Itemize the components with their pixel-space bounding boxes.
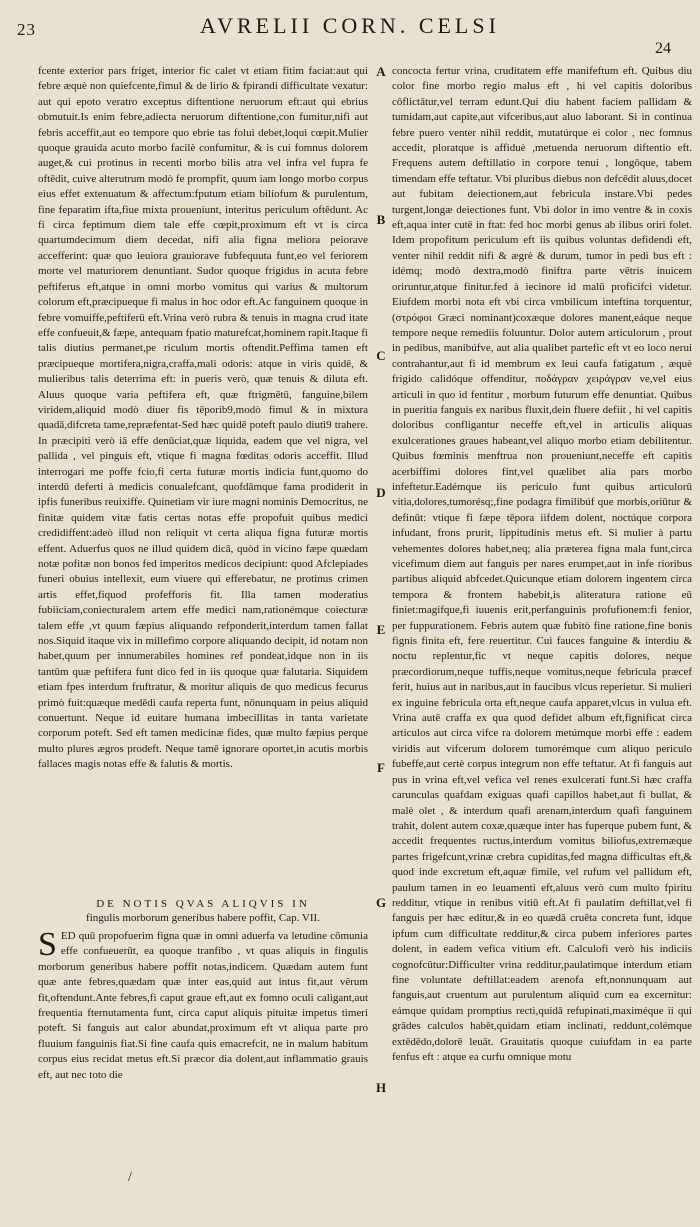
- page-number-left: 23: [17, 20, 36, 39]
- right-column: [392, 64, 692, 1214]
- margin-marker-f: F: [377, 760, 385, 775]
- drop-cap: S: [38, 929, 57, 963]
- chapter-text-body: ED quū propofuerim figna quæ in omni aduerfa va letudine cōmunia effe confueuerūt, ea quoque tranfibo , vt quas aliquis in fingulis morborum generibus habere poffit notas,indicem. Quædam autem funt quæ ante febres,quædam quæ inter eas,quid aut intus fit,aut vērum fit,oftendunt.Ante febres,fi caput graue eft,aut ex fomno oculi caligant,aut frequentia fternutamenta funt, circa caput aliquis pituitæ impetus timeri poteft. Si fanguis aut calor abundat,proximum eft vt aliqua parte pro fluuium fanguinis fiat.Si fine caufa quis emacrefcit, ne in malum habitum corpus eius recidat metus eft.Si præcor dia dolent,aut inflammatio grauis eft, aut nec toto die: [38, 930, 368, 1081]
- page-header: [0, 0, 700, 62]
- margin-marker-c: C: [376, 348, 386, 363]
- margin-marker-g: G: [375, 895, 387, 910]
- margin-marker-e: E: [376, 622, 386, 637]
- footer-mark: /: [128, 1170, 132, 1185]
- chapter-heading-caps: DE NOTIS QVAS ALIQVIS IN: [96, 898, 310, 910]
- margin-marker-b: B: [376, 212, 386, 227]
- right-column-text: concocta fertur vrina, cruditatem effe manifeftum eft. Quibus diu color fine morbo regio malus eft , hi vel capitis doloribus cōflictātur,vel terram edunt.Qui diu habent faciem pallidam & tumidam,aut capite,aut vifceribus,aut aluo laborant. Si in continua febre puero venter nihil reddit, mutatúrque ei color , nec fomnus accedit, ploratque is affiduè ,metuenda neruorum diftentio eft. Frequens autem deftillatio in corpore tenui , longōque, tabem timendam effe teftatur. Vbi pluribus diebus non defcēdit aluus,docet aut fubitam deiectionem,aut febricula instare.Vbi pedes turgent,longæ deiectiones funt. Vbi dolor in imo ventre & in coxis eft,aqua inter cutē in ftat: fed hoc morbi genus ab ilibus oriri folet. Idem propofitum periculum eft iis quibus voluntas defidendi eft, venter nihil reddit nifi & ægrè & durum, tumor in pedi bus eft : idémq; modò dextra,modò finiftra parte vētris inuicem oriruntur,atque finitur.fed à iecinore id malū proficifci videtur. Eiufdem morbi nota eft vbi circa vmbilicum inteftina torquentur,(στρόφοι Græci nominant)coxæque dolores manent,eáque neque tempore neque remediis foluuntur. Dolor autem articulorum , prout in pedibus, manibúfve, aut alia qualibet partefic eft vt eo loco nerui contrahantur,aut fi id membrum ex leui caufa fatigatum , æquè frigido calidóque offenditur, ποδάγραν χειράγραν ve,vel eius articuli in quo id fentitur , morbum futurum effe denuntiat. Quibus in pueritia fanguis ex naribus fluxit,dein fluere defiit , hi vel capitis doloribus confligantur neceffe eft,vel in articulis aliquas exulcerationes graues habeant,vel aliquo morbo etiam debilitentur. Quibus fœminis menftrua non proueniunt,neceffe eft capitis acerbiffimi dolores fint,vel quælibet alia pars morbo infeftetur.Eadémque iis periculo funt quibus articulorū vitia,dolores,tumorésq;,fine podagra fimilibúf que morbis,oriūtur & definūt: vtique fi fæpe tēpora iifdem dolent, noctúque corpora infudant, frons prurit, lippitudinis metus eft. Si mulier à partu vehementes dolores habet,neq; alia præterea figna mala funt,circa vicefimum diem aut fanguis per nares erumpet,aut in infe rioribus partibus aliquid abfcedet.Quicunque etiam dolorem ingentem circa tempora & frontem habebit,is aliteratura ratione eū finiet:magifque,fi iuuenis erit,perfanguinis profufionem:fi fenior, per fuppurationem. Febris autem quæ fubitò fine ratione,fine bonis fignis finita eft, fere reuertitur. Cui fauces fanguine & interdiu & noctu replentur,fic vt neque capitis dolores, neque præcordiorum,neque tuffis,neque vomitus,neque febricula præcef ferit, huius aut in naribus,aut in faucibus vlcus reperietur. Si mulieri ex inguine febricula orta eft,neque caufa apparet,vlcus in vulua eft. Vrina autē craffa ex qua quod defidet album eft,fignificat circa articulos aut circa vifce ra dolorem metúmque morbi effe : eadem viridis aut vifcerum dolorem tumorémque cum aliquo periculo fubeffe,aut certè corpus integrum non effe teftatur. At fi fanguis aut pus in vrina eft,vel vefica vel renes exulcerati funt.Si hæc craffa carunculas quafdam exiguas quafi capillos habet,aut fi bullat, & malè olet , & interdum quafi arenam,interdum quafi fanguinem trahit, dolent autem coxæ,quæque inter has fuperque pubem funt, & accedit frequentes ructus,interdum vomitus biliofus,extremæque partes frigefcunt,vrinæ crebra cupiditas,fed magna difficultas eft,& quod inde excretum eft,aquæ fimile, vel rufum vel pallidum eft, paulum tamen in eo leuamenti eft,aluus verò cum multo fpiritu redditur, vtique in renibus vitiū eft.At fi paulatim deftillat,vel fi fanguis per hæc editur,& in eo quædā cruēta concreta funt, idque ipfum cum difficultate redditur,& circa pubem inferiores partes dolent, in eadem vefica vitium eft. Calculofi verò his indiciis cognofcūtur:Difficulter vrina redditur,paulatimque interdum etiam fine voluntate deftillat:eadem arenofa eft,nonnunquam aut fanguis,aut cruentum aut purulentum aliquid cum ea excernitur: eámque quidam promptius rectì,quidā refupinati,maximéque ii qui grādes calculos habēt,quidam etiam inclinati, reddunt,colémque extēdēdo,dolorē leuāt. Grauitatis quoque cuiufdam in ea parte fenfus eft : atque ea curfu omnique motu: [392, 65, 692, 1063]
- left-column-text: fcente exterior pars friget, interior fic calet vt etiam fitim faciat:aut qui febre æquè non quiefcente,fimul & de lirio & fpirandi difficultate vexatur: aut qui epoto veratro exceptus diftentione neruorum eft:aut qui ebrius obmutuit.Is enim febre,adiecta neruorum diftentione,con fumitur,nifi aut febris acceffit,aut eo tempore quo ebrie tas folui debet,loqui cœpit.Mulier quoque grauida acuto morbo facilè confumitur, & is cui fomnus dolorem auget,& cui protinus in recenti morbo bilis atra vel infra vel fupra fe oftēdit, cuive alterutrum modò fe prompfit, quum iam longo morbo corpus eius effet extenuatum & affectum:fputum etiam biliofum & purulentum, fine feparatim ifta,fiue mixta proueniunt, interitus periculum oftēdunt. Ac fi circa feptimum diem tale effe cœpit,proximum eft vt is circa quartumdecimum diem decedat, nifi alia figna meliora peiorave accefferint: quæ quo leuiora grauiorave fubfequuta funt,eo vel feriorem morte vel maturiorem denuntiant. Sudor quoque frigidus in acuta febre peftiferus eft,atque in omni morbo vomitus qui varius & multorum colorum eft,præcipueque fi malus in hoc odor eft.Ac fanguinem quoque in febre vomuiffe,peftiferū eft.Vrina verò rubra & tenuis in magna crud itate effe confueuit,& fæpe, antequam fpatio maturefcat,hominem rapit.Itaque fi talis diutius permanet,pe riculum mortis oftendit.Peffima tamen eft præcipueque mortifera,nigra,craffa,mali odoris: atque in viris quidē, & mulieribus talis deterrima eft: in pueris verò, quæ tenuis & diluta eft. Aluus quoque varia peftifera eft, quæ ftrigmētū, fanguine,bilem viridem,aliquid modò diuer fis tēporib9,modò fimul & in mixtura quadā,difcreta tame,repræfentat-Sed hæc quidē poteft paulo diuti9 trahere. In præcipiti verò iā effe denūciat,quæ liquida, eadem que vel nigra, vel pallida , vel pinguis eft, vtique fi magna fœditas odoris acceffit. Illud interrogari me poffe fcio,fi certa futuræ mortis indicia funt,quomo do interdū deferti à medicis conualefcant, quofdāmque fama prodiderit in ipfis funeribus reuixiffe. Quinetiam vir iure magni nominis Democritus, ne finitæ quidem vitæ fatis certas notas effe propofuit quibus medici credidiffent:adeò illud non reliquit vt certa aliqua figna futuræ mortis effent. Aduerfus quos ne illud quidem dicā, quòd in vicino fæpe quædam notæ pofitæ non bonos fed imperitos medicos decipiunt: quod Afclepiades funeri obuius intellexit, eum viuere qui efferebatur, ne protinus crimen artis effet,fiquod profefforis fit. Illa tamen moderatius fubiiciam,coniecturalem artem effe medici nam,rationémque coiecturæ talem effe ,vt quum fæpius aliquando refponderit,interdum tamen fallat nos.Siquid itaque vix in millefimo corpore aliquando decipit, id notam non habet,quum per innumerabiles homines ref pondeat,idque non in iis tantūm quæ peftifera funt dico fed in iis quoque quæ falutaria. Siquidem etiam fpes interdum fruftratur, & moritur aliquis de quo medicus fecurus primò fuit:quæque medēdi caufa reperta funt, nōnunquam in peius aliquid conuertunt. Neque id euitare humana imbecillitas in tanta varietate corporum poteft. Sed eft tamen medicinæ fides, quæ multo fæpius perque multo plures ægros prodeft. Neque tamē ignorare oportet,in acutis morbis fallaces magis notas effe & falutis & mortis.: [38, 65, 368, 771]
- chapter-heading: [38, 897, 368, 925]
- margin-marker-h: H: [375, 1080, 387, 1095]
- left-column: [38, 64, 368, 1129]
- running-head: AVRELII CORN. CELSI: [200, 13, 500, 38]
- margin-marker-d: D: [376, 485, 386, 500]
- chapter-heading-rest: fingulis morborum generibus habere poffit, Cap. VII.: [86, 912, 320, 924]
- chapter-text: [38, 929, 368, 1129]
- page-number-right: 24: [655, 40, 671, 57]
- margin-marker-a: A: [376, 64, 386, 79]
